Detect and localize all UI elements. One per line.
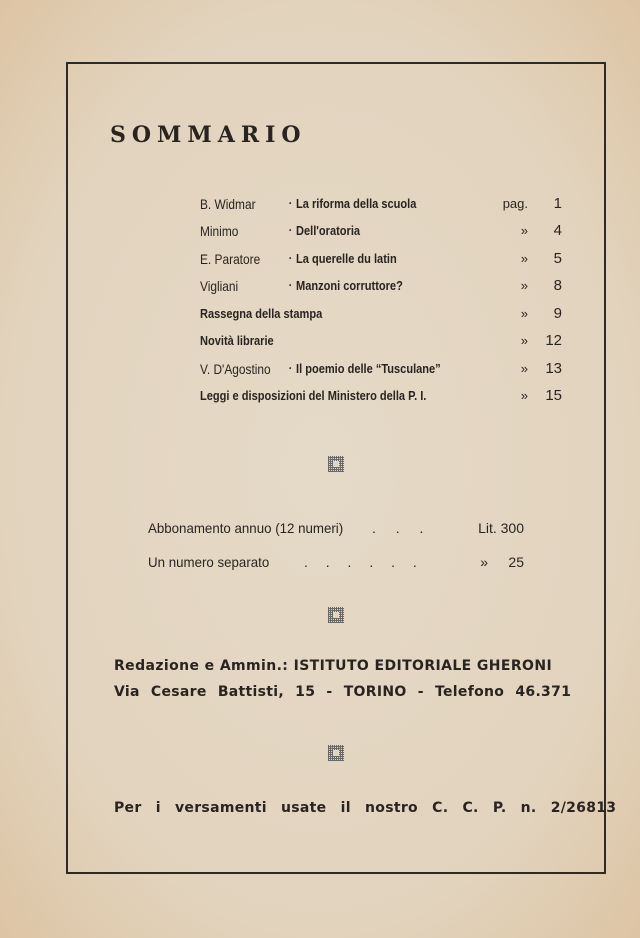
ornament-icon — [328, 456, 344, 472]
toc-entry — [200, 386, 562, 406]
toc-title: Il poemio delle “Tusculane” — [296, 361, 441, 376]
toc-page-mark: » — [520, 251, 528, 266]
toc-title: La querelle du latin — [296, 251, 397, 266]
subscription-annual — [148, 518, 524, 538]
page-title: SOMMARIO — [110, 122, 307, 148]
toc-page-number: 8 — [553, 277, 562, 294]
ditto-mark: » — [480, 554, 488, 570]
toc-title: Novità librarie — [200, 333, 274, 348]
toc-entry — [200, 331, 562, 351]
toc-entry — [200, 304, 562, 324]
toc-page-number: 1 — [553, 195, 562, 212]
toc-title: Rassegna della stampa — [200, 306, 323, 321]
toc-separator: · — [288, 361, 293, 377]
toc-page-number: 5 — [553, 250, 562, 267]
publisher-line-1: Redazione e Ammin.: ISTITUTO EDITORIALE GHERONI — [114, 658, 553, 674]
subscription-single — [148, 552, 524, 572]
toc-title: Dell'oratoria — [296, 223, 361, 238]
payment-info: Per i versamenti usate il nostro C. C. P. n. 2/26813 — [114, 800, 617, 816]
toc-page-mark: » — [520, 278, 528, 293]
toc-page-mark: » — [520, 223, 528, 238]
toc-entry — [200, 359, 562, 379]
toc-page-mark: pag. — [502, 196, 528, 211]
ornament-icon — [328, 745, 344, 761]
toc-page-mark: » — [520, 306, 528, 321]
toc-separator: · — [288, 196, 293, 212]
toc-page-number: 4 — [553, 222, 562, 239]
toc-author: E. Paratore — [200, 251, 261, 267]
toc-page-mark: » — [520, 388, 528, 403]
single-label: Un numero separato — [148, 554, 270, 570]
toc-title: Leggi e disposizioni del Ministero della P. I. — [200, 388, 427, 403]
toc-author: B. Widmar — [200, 196, 256, 212]
publisher-line-2: Via Cesare Battisti, 15 - TORINO - Telefono 46.371 — [114, 684, 572, 700]
toc-separator: · — [288, 251, 293, 267]
leader-dots: . . . . . . — [304, 554, 424, 570]
toc-entry — [200, 249, 562, 269]
toc-page-number: 15 — [545, 387, 562, 404]
toc-separator: · — [288, 278, 293, 294]
ornament-icon — [328, 607, 344, 623]
single-price: 25 — [508, 554, 524, 570]
leader-dots: . . . — [372, 520, 432, 536]
toc-page-number: 12 — [545, 332, 562, 349]
toc-page-mark: » — [520, 361, 528, 376]
toc-entry — [200, 194, 562, 214]
annual-price: Lit. 300 — [478, 520, 524, 536]
toc-page-number: 9 — [553, 305, 562, 322]
toc-entry — [200, 276, 562, 296]
toc-author: Vigliani — [200, 278, 239, 294]
toc-title: La riforma della scuola — [296, 196, 417, 211]
toc-separator: · — [288, 223, 293, 239]
toc-page-mark: » — [520, 333, 528, 348]
toc-author: V. D'Agostino — [200, 361, 271, 377]
annual-label: Abbonamento annuo (12 numeri) — [148, 520, 344, 536]
toc-entry — [200, 221, 562, 241]
toc-author: Minimo — [200, 223, 239, 239]
toc-page-number: 13 — [545, 360, 562, 377]
toc-title: Manzoni corruttore? — [296, 278, 403, 293]
